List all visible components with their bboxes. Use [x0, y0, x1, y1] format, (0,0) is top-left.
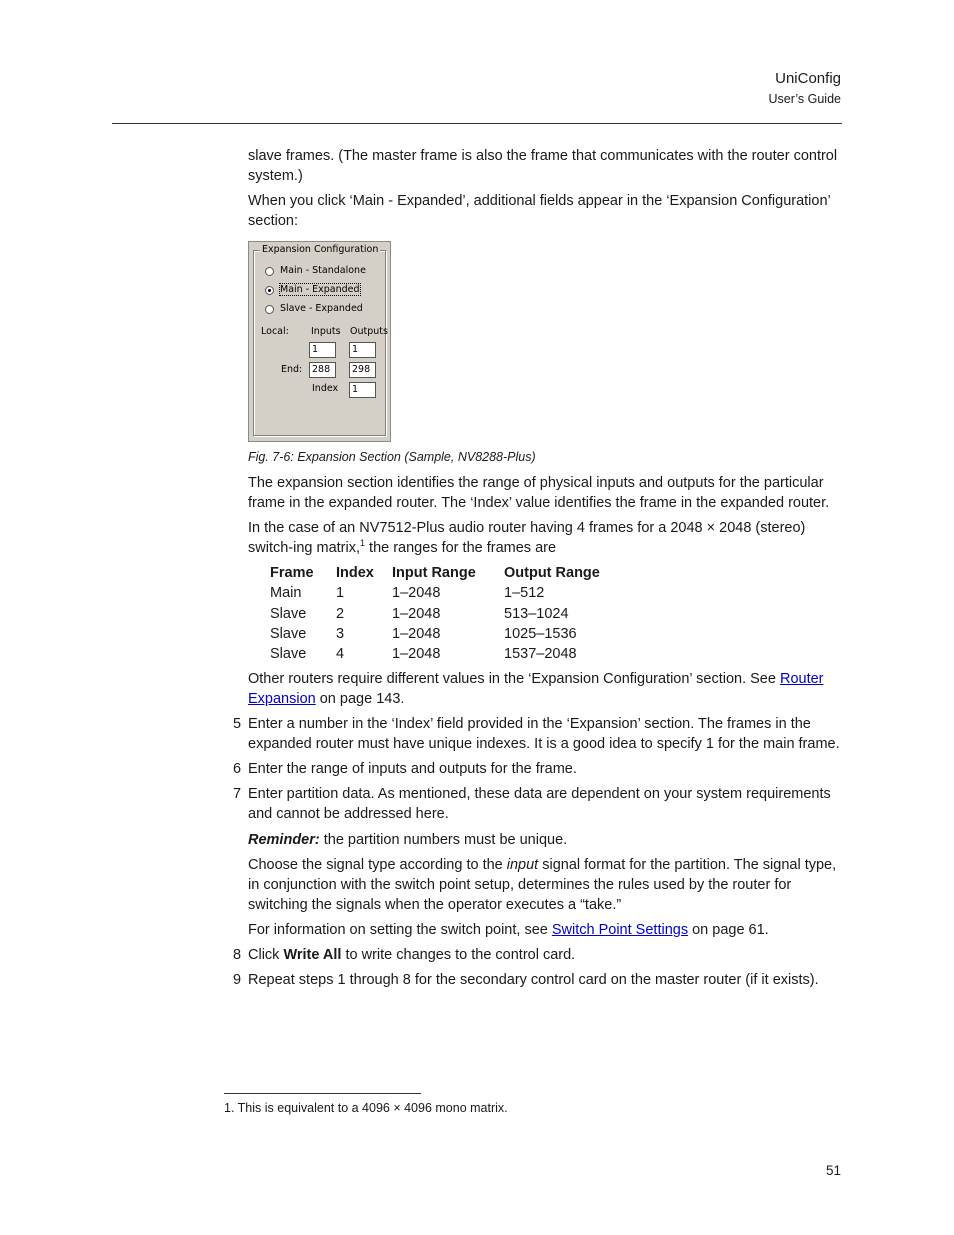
paragraph-nv7512-tail: the ranges for the frames are	[365, 540, 557, 556]
header-rule	[112, 123, 842, 124]
table-cell: Main	[270, 585, 302, 602]
radio-main-standalone-label: Main - Standalone	[280, 265, 366, 276]
frame-range-table	[270, 563, 614, 664]
table-cell: 1–2048	[392, 585, 441, 602]
table-header-index: Index	[336, 565, 374, 582]
end-label: End:	[281, 364, 303, 375]
signal-type-paragraph	[248, 855, 844, 915]
signal-type-text: Choose the signal type according to the	[248, 857, 507, 873]
step-number: 9	[233, 972, 242, 988]
table-cell: 513–1024	[504, 605, 569, 622]
footnote-rule	[224, 1093, 421, 1094]
end-inputs-field[interactable]: 288	[309, 362, 336, 378]
switch-point-paragraph	[248, 920, 844, 940]
step-8-tail: to write changes to the control card.	[341, 947, 576, 963]
radio-slave-expanded-label: Slave - Expanded	[280, 303, 363, 314]
table-cell: 1	[336, 585, 345, 602]
local-outputs-field[interactable]: 1	[349, 342, 376, 358]
switch-point-settings-link[interactable]: Switch Point Settings	[551, 922, 689, 938]
table-row	[270, 624, 614, 644]
table-row	[270, 604, 614, 624]
table-cell: 2	[336, 605, 345, 622]
index-label: Index	[312, 383, 339, 394]
local-inputs-field[interactable]: 1	[309, 342, 336, 358]
paragraph-nv7512	[248, 518, 844, 558]
end-outputs-field[interactable]: 298	[349, 362, 376, 378]
table-cell: 1–512	[504, 585, 545, 602]
outputs-label: Outputs	[350, 326, 388, 337]
radio-main-expanded-label: Main - Expanded	[280, 284, 360, 295]
table-cell: Slave	[270, 646, 307, 663]
signal-type-tail: signal format for the partition. The signal type, in conjunction with the switch point setup, determines the rules used by the router for switching the signals when the operator executes a “take.”	[248, 857, 837, 913]
table-cell: 1025–1536	[504, 626, 577, 643]
inputs-label: Inputs	[311, 326, 341, 337]
paragraph-expansion-section: The expansion section identifies the range of physical inputs and outputs for the particular frame in the expanded router. The ‘Index’ value identifies the frame in the expanded router.	[248, 475, 830, 511]
footnote-ref[interactable]: 1	[360, 538, 366, 549]
step-number: 5	[233, 716, 242, 732]
step-number: 6	[233, 761, 242, 777]
table-row	[270, 583, 614, 603]
radio-slave-expanded[interactable]	[265, 305, 274, 314]
footnote: 1. This is equivalent to a 4096 × 4096 mono matrix.	[224, 1101, 508, 1115]
table-cell: 3	[336, 626, 345, 643]
paragraph-slave-frames: slave frames. (The master frame is also the frame that communicates with the router control system.)	[248, 148, 838, 184]
write-all-label: Write All	[283, 947, 342, 963]
expansion-configuration-dialog	[248, 241, 391, 442]
paragraph-other-routers-text: Other routers require different values in the ‘Expansion Configuration’ section. See	[248, 671, 780, 687]
radio-main-expanded[interactable]	[265, 286, 274, 295]
paragraph-other-routers	[248, 669, 844, 709]
table-cell: 1–2048	[392, 646, 441, 663]
reminder-note	[248, 830, 844, 850]
group-title: Expansion Configuration	[262, 244, 379, 255]
radio-main-standalone[interactable]	[265, 267, 274, 276]
step-number: 8	[233, 947, 242, 963]
switch-point-tail: on page 61.	[688, 922, 769, 938]
table-header-output-range: Output Range	[504, 565, 600, 582]
index-field[interactable]: 1	[349, 382, 376, 398]
table-header-row	[270, 563, 614, 583]
page-number: 51	[825, 1163, 841, 1178]
step-number: 7	[233, 786, 242, 802]
step-6-text: Enter the range of inputs and outputs for the frame.	[248, 761, 577, 777]
table-cell: 1537–2048	[504, 646, 577, 663]
table-header-frame: Frame	[270, 565, 314, 582]
step-8-lead: Click	[248, 947, 284, 963]
reminder-label: Reminder:	[248, 832, 320, 848]
switch-point-text: For information on setting the switch point, see	[248, 922, 552, 938]
header-subtitle: User’s Guide	[768, 92, 841, 106]
figure-caption: Fig. 7-6: Expansion Section (Sample, NV8288-Plus)	[248, 450, 536, 464]
table-cell: Slave	[270, 605, 307, 622]
paragraph-other-routers-tail: on page 143.	[315, 691, 405, 707]
table-cell: Slave	[270, 626, 307, 643]
paragraph-nv7512-text: In the case of an NV7512-Plus audio router having 4 frames for a 2048 × 2048 (stereo) switch-ing matrix,	[248, 520, 806, 556]
step-7-text: Enter partition data. As mentioned, these data are dependent on your system requirements and cannot be addressed here.	[248, 786, 831, 822]
signal-type-emphasis: input	[506, 857, 539, 873]
reminder-text: the partition numbers must be unique.	[319, 832, 568, 848]
table-cell: 1–2048	[392, 626, 441, 643]
expansion-configuration-group	[253, 244, 388, 436]
local-label: Local:	[261, 326, 289, 337]
table-cell: 4	[336, 646, 345, 663]
table-header-input-range: Input Range	[392, 565, 476, 582]
paragraph-main-expanded: When you click ‘Main - Expanded’, additional fields appear in the ‘Expansion Configuration’ section:	[248, 193, 831, 229]
header-title: UniConfig	[775, 70, 841, 87]
table-cell: 1–2048	[392, 605, 441, 622]
step-9-text: Repeat steps 1 through 8 for the secondary control card on the master router (if it exists).	[248, 972, 819, 988]
table-row	[270, 644, 614, 664]
step-8-text	[248, 945, 844, 965]
step-5-text: Enter a number in the ‘Index’ field provided in the ‘Expansion’ section. The frames in the expanded router must have unique indexes. It is a good idea to specify 1 for the main frame.	[248, 716, 840, 752]
router-expansion-link[interactable]: Router Expansion	[248, 671, 824, 707]
